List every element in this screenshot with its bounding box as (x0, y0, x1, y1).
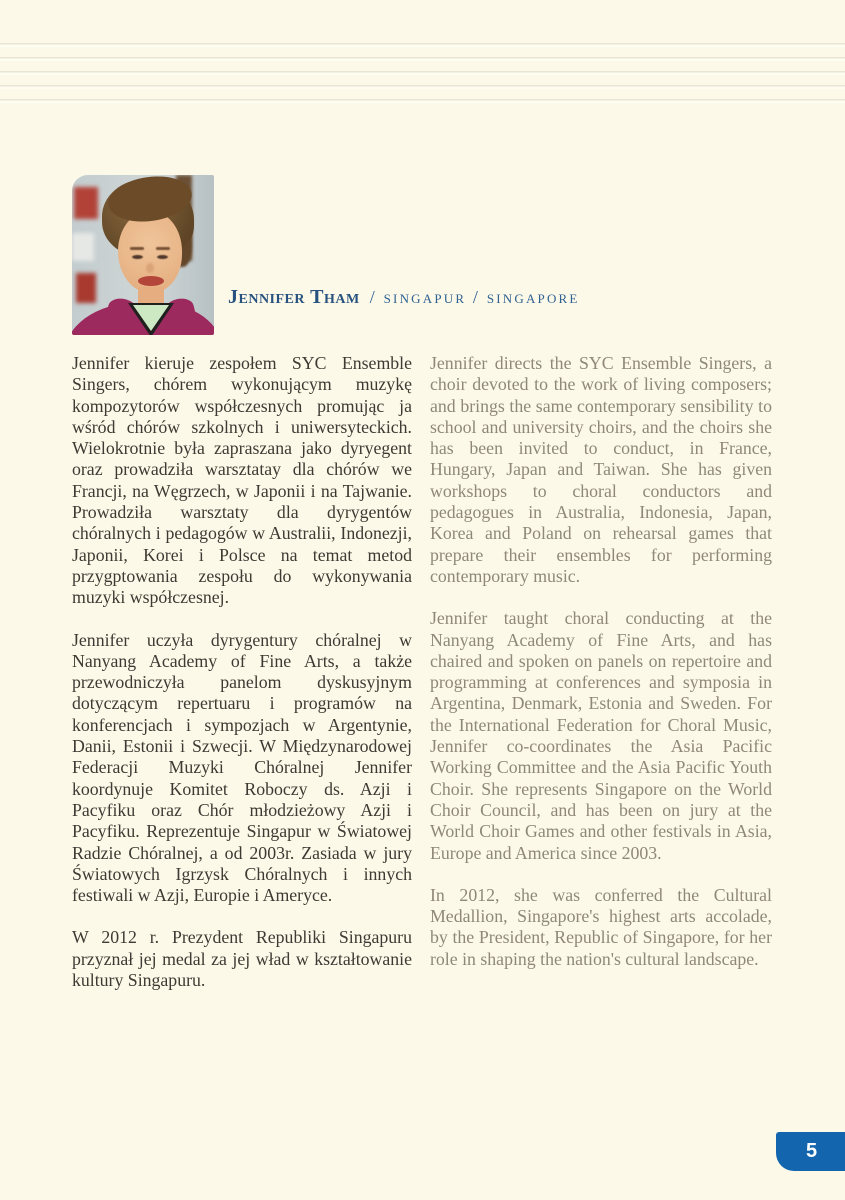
photo-bookshelf-frame (74, 187, 98, 219)
staff-line (0, 99, 845, 103)
staff-line (0, 85, 845, 89)
artist-heading (228, 274, 580, 311)
staff-line (0, 71, 845, 75)
bio-polish-column (72, 353, 412, 1012)
photo-bookshelf-frame (72, 175, 102, 185)
photo-eyebrow (156, 247, 170, 250)
photo-eyebrow (130, 247, 144, 250)
staff-line (0, 43, 845, 47)
artist-countries: / singapur / singapore (369, 287, 580, 307)
bio-paragraph-pl-2: Jennifer uczyła dyrygentury chóralnej w Nanyang Academy of Fine Arts, a także przewodniczyła panelom dyskusyjnym dotyczącym repertuaru i programów na konferencjach i sympozjach w Argentynie, Danii, Estonii i Szwecji. W Międzynarodowej Federacji Muzyki Chóralnej Jennifer koordynuje Komitet Roboczy ds. Azji i Pacyfiku oraz Chór młodzieżowy Azji i Pacyfiku. Reprezentuje Singapur w Światowej Radzie Chóralnej, a od 2003r. Zasiada w jury Światowych Igrzysk Chóralnych i innych festiwali w Azji, Europie i Ameryce. (72, 629, 412, 906)
page-number: 5 (805, 1140, 818, 1162)
staff-lines-decoration (0, 0, 845, 110)
bio-paragraph-pl-3: W 2012 r. Prezydent Republiki Singapuru przyznał jej medal za jej wład w kształtowanie kultury Singapuru. (72, 927, 412, 991)
bio-paragraph-pl-1: Jennifer kieruje zespołem SYC Ensemble Singers, chórem wykonującym muzykę kompozytorów współczesnych promując ja wśród chórów szkolnych i uniwersyteckich. Wielokrotnie była zapraszana jako dyryegent oraz prowadziła warsztatay dla chórów we Francji, na Węgrzech, w Japonii i na Tajwanie. Prowadziła warsztaty dla dyrygentów chóralnych i pedagogów w Australii, Indonezji, Japonii, Korei i Polsce na temat metod przygptowania zespołu do wykonywania muzyki współczesnej. (72, 353, 412, 608)
photo-nose (146, 263, 154, 273)
bio-paragraph-en-2: Jennifer taught choral conducting at the Nanyang Academy of Fine Arts, and has chaired and spoken on panels on repertoire and programming at conferences and symposia in Argentina, Denmark, Estonia and Sweden. For the International Federation for Choral Music, Jennifer co-coordinates the Asia Pacific Working Committee and the Asia Pacific Youth Choir. She represents Singapore on the World Choir Council, and has been on jury at the World Choir Games and other festivals in Asia, Europe and America since 2003. (430, 608, 772, 863)
photo-bookshelf-frame (76, 273, 96, 303)
staff-line (0, 57, 845, 61)
photo-smile (138, 276, 164, 286)
photo-bookshelf-frame (72, 233, 94, 261)
portrait-photo (72, 175, 214, 335)
bio-paragraph-en-1: Jennifer directs the SYC Ensemble Singers, a choir devoted to the work of living composers; and brings the same contemporary sensibility to school and university choirs, and the choirs she has been invited to conduct, in France, Hungary, Japan and Taiwan. She has given workshops to choral conductors and pedagogues in Australia, Indonesia, Japan, Korea and Poland on rehearsal games that prepare their ensembles for performing contemporary music. (430, 353, 772, 586)
artist-name: Jennifer Tham (228, 286, 360, 308)
photo-eye (157, 255, 168, 259)
bio-english-column (430, 353, 772, 991)
page-number-badge (776, 1132, 845, 1171)
photo-eye (132, 255, 143, 259)
bio-paragraph-en-3: In 2012, she was conferred the Cultural Medallion, Singapore's highest arts accolade, by the President, Republic of Singapore, for her role in shaping the nation's cultural landscape. (430, 884, 772, 969)
